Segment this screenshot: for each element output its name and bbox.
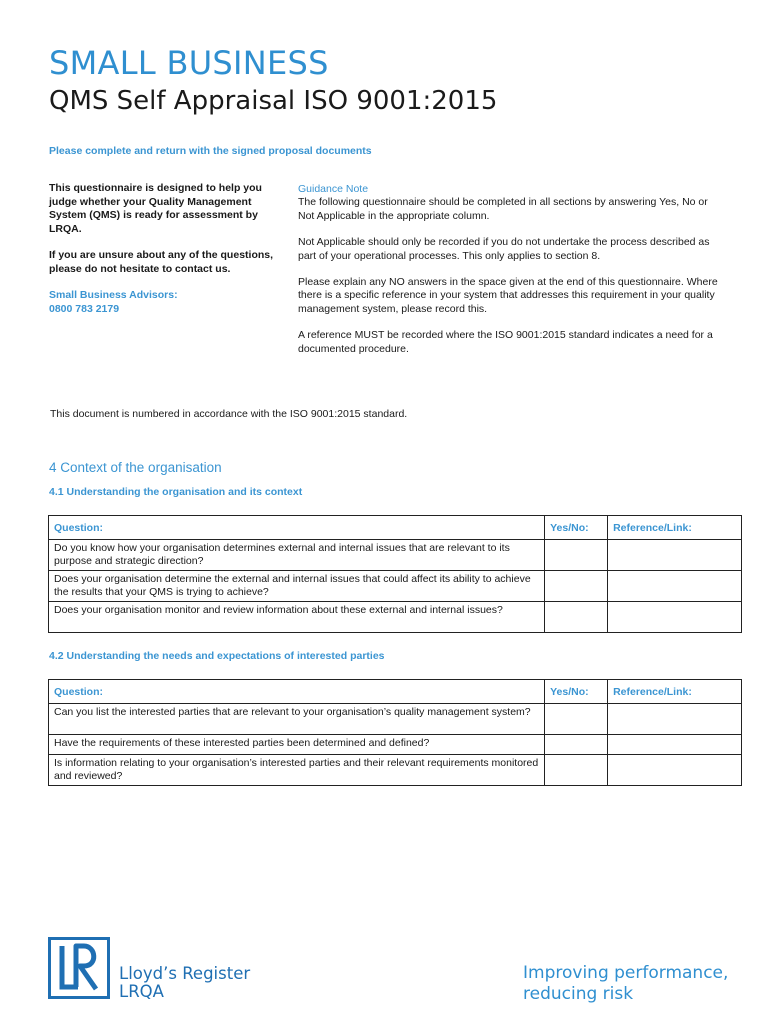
reference-answer-cell[interactable] [608, 602, 742, 633]
question-cell: Have the requirements of these interested parties been determined and defined? [49, 735, 545, 755]
column-header-question: Question: [49, 516, 545, 540]
advisors-phone: 0800 783 2179 [49, 302, 120, 315]
document-note: This document is numbered in accordance with the ISO 9001:2015 standard. [50, 408, 408, 420]
tagline-line: reducing risk [523, 984, 634, 1004]
column-header-yesno: Yes/No: [545, 516, 608, 540]
yesno-answer-cell[interactable] [545, 602, 608, 633]
question-cell: Can you list the interested parties that are relevant to your organisation’s quality management system? [49, 704, 545, 735]
table-row [49, 571, 742, 602]
instruction-text: Please complete and return with the signed proposal documents [49, 145, 372, 157]
intro-left-column [49, 182, 281, 316]
advisors-label: Small Business Advisors: [49, 289, 178, 301]
reference-answer-cell[interactable] [608, 704, 742, 735]
yesno-answer-cell[interactable] [545, 540, 608, 571]
page-title: SMALL BUSINESS [49, 44, 329, 82]
table-header-row [49, 680, 742, 704]
question-cell: Does your organisation monitor and review information about these external and internal issues? [49, 602, 545, 633]
column-header-reference: Reference/Link: [608, 680, 742, 704]
table-header-row [49, 516, 742, 540]
intro-paragraph: This questionnaire is designed to help you judge whether your Quality Management System (QMS) is ready for assessment by LRQA. [49, 182, 262, 235]
reference-answer-cell[interactable] [608, 540, 742, 571]
questionnaire-table-4-2 [48, 679, 742, 786]
question-cell: Does your organisation determine the external and internal issues that could affect its ability to achieve the results that your QMS is trying to achieve? [49, 571, 545, 602]
table-row [49, 602, 742, 633]
guidance-paragraph: A reference MUST be recorded where the ISO 9001:2015 standard indicates a need for a documented procedure. [298, 329, 713, 355]
tagline [523, 963, 728, 1005]
guidance-note [298, 183, 718, 369]
reference-answer-cell[interactable] [608, 735, 742, 755]
logo-line: Lloyd’s Register [119, 964, 251, 983]
guidance-paragraph: Please explain any NO answers in the space given at the end of this questionnaire. Where there is a specific reference in your system that addresses this requirement in your quality management system, please record this. [298, 276, 718, 315]
yesno-answer-cell[interactable] [545, 704, 608, 735]
section-title: 4 Context of the organisation [49, 460, 222, 475]
logo-line: LRQA [119, 982, 164, 1001]
questionnaire-table-4-1 [48, 515, 742, 633]
question-cell: Is information relating to your organisation’s interested parties and their relevant requirements monitored and reviewed? [49, 755, 545, 786]
lloyds-register-logo-icon [48, 937, 110, 999]
reference-answer-cell[interactable] [608, 571, 742, 602]
guidance-paragraph: Not Applicable should only be recorded if you do not undertake the process described as part of your operational processes. This only applies to section 8. [298, 236, 710, 262]
guidance-heading: Guidance Note [298, 183, 369, 195]
yesno-answer-cell[interactable] [545, 735, 608, 755]
yesno-answer-cell[interactable] [545, 571, 608, 602]
intro-paragraph: If you are unsure about any of the questions, please do not hesitate to contact us. [49, 249, 274, 275]
column-header-question: Question: [49, 680, 545, 704]
table-row [49, 540, 742, 571]
column-header-reference: Reference/Link: [608, 516, 742, 540]
page-subtitle: QMS Self Appraisal ISO 9001:2015 [49, 86, 498, 116]
column-header-yesno: Yes/No: [545, 680, 608, 704]
logo-wordmark [119, 965, 250, 1001]
subsection-title: 4.1 Understanding the organisation and its context [49, 486, 303, 498]
yesno-answer-cell[interactable] [545, 755, 608, 786]
reference-answer-cell[interactable] [608, 755, 742, 786]
guidance-paragraph: The following questionnaire should be completed in all sections by answering Yes, No or Not Applicable in the appropriate column. [298, 196, 708, 222]
question-cell: Do you know how your organisation determines external and internal issues that are relevant to its purpose and strategic direction? [49, 540, 545, 571]
table-row [49, 704, 742, 735]
tagline-line: Improving performance, [523, 963, 729, 983]
table-row [49, 755, 742, 786]
subsection-title: 4.2 Understanding the needs and expectations of interested parties [49, 650, 385, 662]
table-row [49, 735, 742, 755]
